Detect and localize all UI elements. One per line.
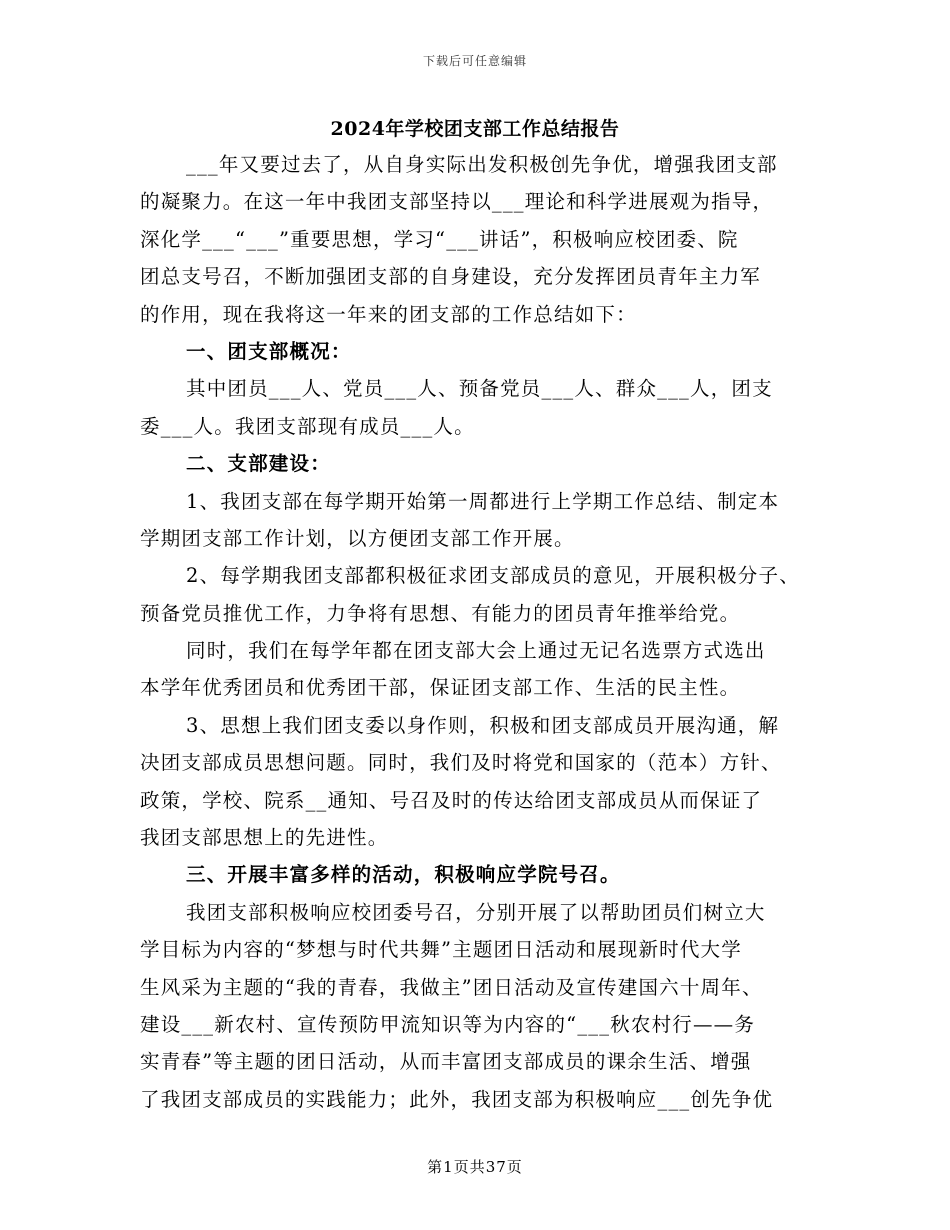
paragraph-line: 的凝聚力。在这一年中我团支部坚持以___理论和科学进展观为指导，: [140, 190, 774, 214]
section-heading: 二、支部建设：: [186, 452, 331, 476]
paragraph-line: 实青春”等主题的团日活动，从而丰富团支部成员的课余生活、增强: [140, 1050, 752, 1074]
paragraph-line: 1、我团支部在每学期开始第一周都进行上学期工作总结、制定本: [186, 489, 780, 513]
paragraph-line: 学目标为内容的“梦想与时代共舞”主题团日活动和展现新时代大学: [140, 938, 742, 962]
paragraph-line: 的作用，现在我将这一年来的团支部的工作总结如下：: [140, 302, 637, 326]
paragraph-line: ___年又要过去了，从自身实际出发积极创先争优，增强我团支部: [186, 153, 778, 176]
page-footer: 第1页共37页: [427, 1158, 523, 1176]
document-title: 2024年学校团支部工作总结报告: [330, 118, 620, 140]
header-note: 下载后可任意编辑: [422, 54, 527, 68]
section-heading: 三、开展丰富多样的活动，积极响应学院号召。: [186, 863, 621, 887]
paragraph-line: 学期团支部工作计划，以方便团支部工作开展。: [140, 526, 575, 550]
section-heading: 一、团支部概况：: [186, 339, 352, 363]
paragraph-line: 政策，学校、院系__通知、号召及时的传达给团支部成员从而保证了: [140, 788, 763, 812]
paragraph-line: 其中团员___人、党员___人、预备党员___人、群众___人，团支: [186, 377, 773, 401]
paragraph-line: 生风采为主题的“我的青春，我做主”团日活动及宣传建国六十周年、: [140, 975, 763, 999]
paragraph-line: 同时，我们在每学年都在团支部大会上通过无记名选票方式选出: [186, 639, 766, 663]
paragraph-line: 决团支部成员思想问题。同时，我们及时将党和国家的（范本）方针、: [140, 751, 782, 775]
paragraph-line: 团总支号召，不断加强团支部的自身建设，充分发挥团员青年主力军: [140, 265, 762, 289]
paragraph-line: 2、每学期我团支部都积极征求团支部成员的意见，开展积极分子、: [186, 564, 800, 588]
paragraph-line: 深化学___“___”重要思想，学习“___讲话”，积极响应校团委、院: [140, 227, 739, 251]
paragraph-line: 我团支部思想上的先进性。: [140, 826, 389, 850]
paragraph-line: 建设___新农村、宣传预防甲流知识等为内容的“___秋农村行——务: [140, 1012, 756, 1036]
paragraph-line: 我团支部积极响应校团委号召，分别开展了以帮助团员们树立大: [186, 900, 766, 924]
document-body: [140, 146, 808, 1118]
paragraph-line: 本学年优秀团员和优秀团干部，保证团支部工作、生活的民主性。: [140, 676, 741, 700]
paragraph-line: 委___人。我团支部现有成员___人。: [140, 414, 475, 438]
paragraph-line: 3、思想上我们团支委以身作则，积极和团支部成员开展沟通，解: [186, 713, 780, 737]
paragraph-line: 了我团支部成员的实践能力；此外，我团支部为积极响应___创先争优: [140, 1087, 774, 1111]
paragraph-line: 预备党员推优工作，力争将有思想、有能力的团员青年推举给党。: [140, 601, 741, 625]
